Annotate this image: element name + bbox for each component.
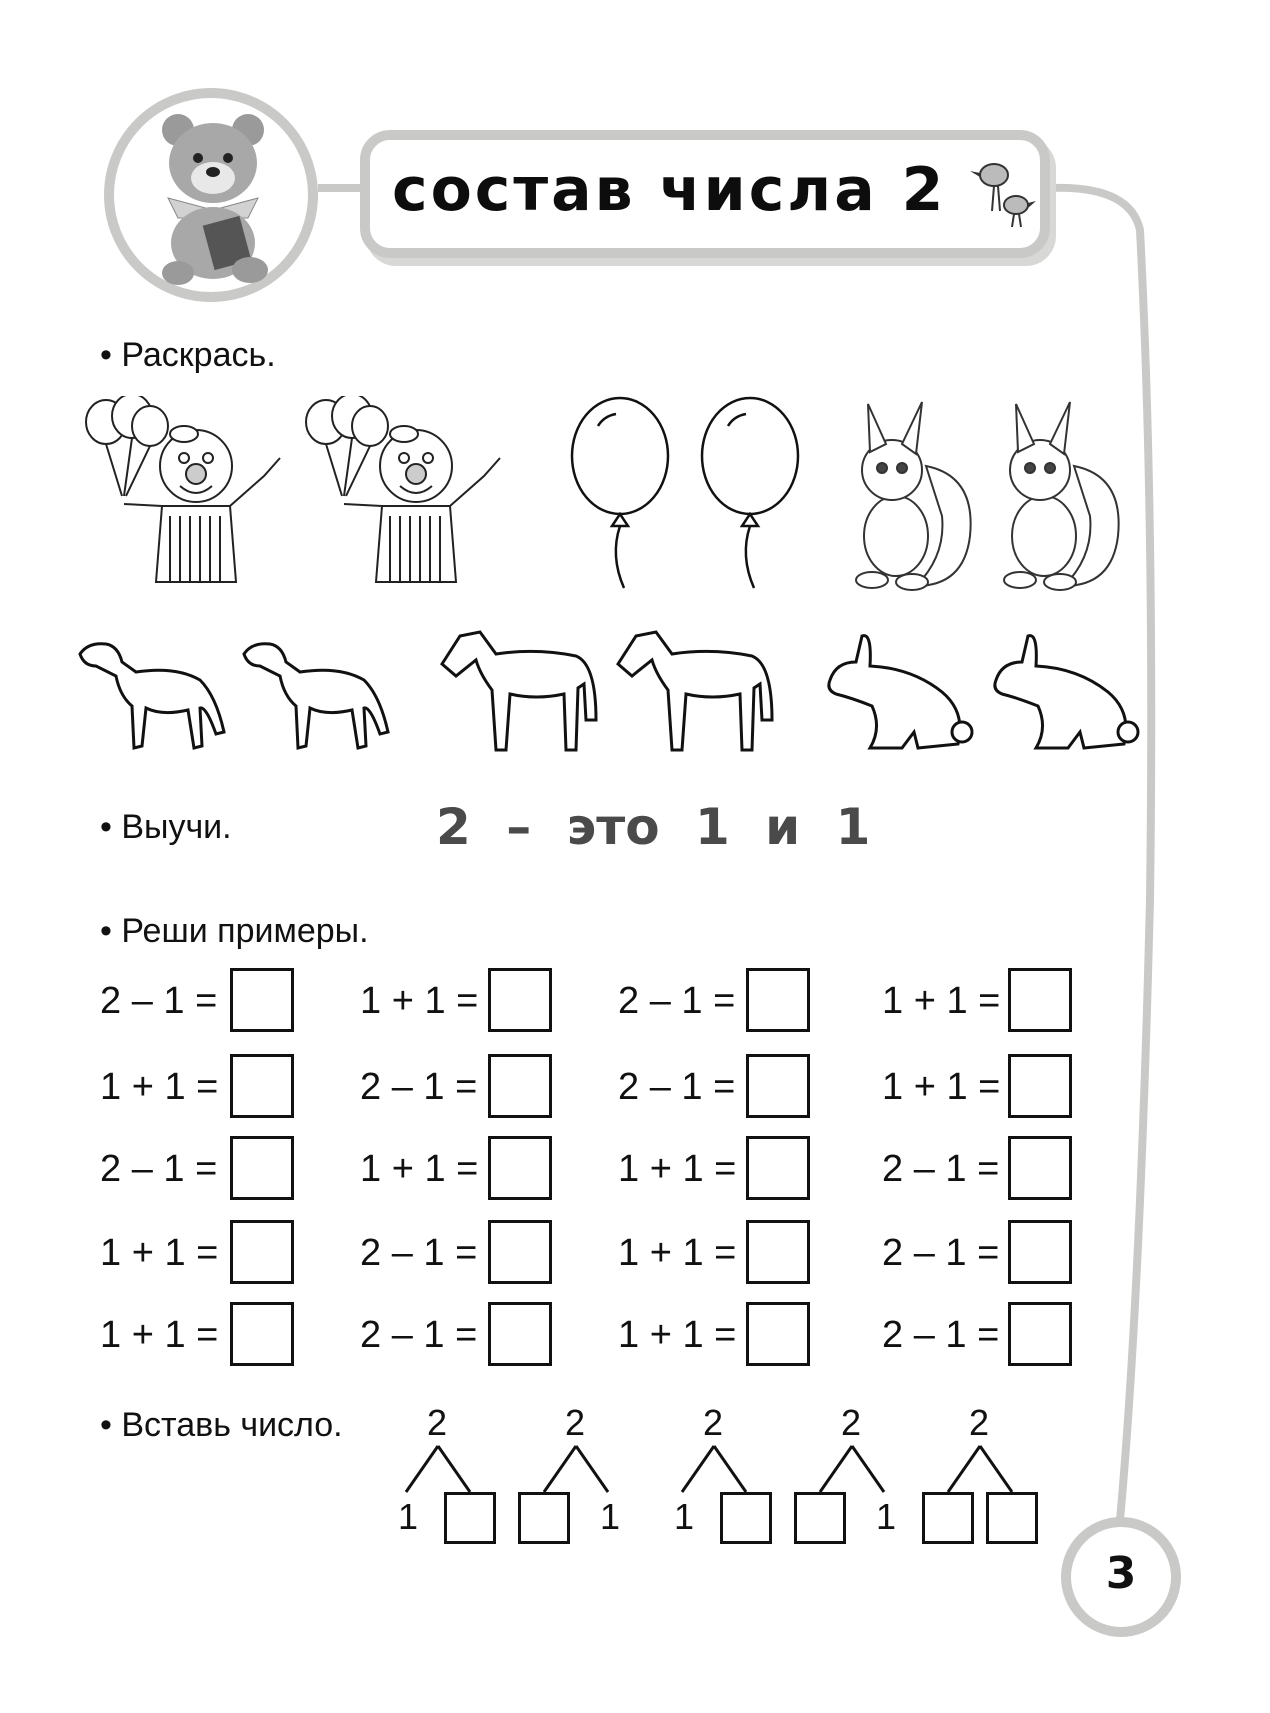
exercise-expression: 1 + 1 =: [882, 980, 1001, 1022]
task-insert-label: • Вставь число.: [100, 1406, 343, 1444]
exercise-expression: 1 + 1 =: [360, 980, 479, 1022]
tree-branch-left: [948, 1446, 980, 1492]
tree-branch-right: [980, 1446, 1012, 1492]
tree-right-number: 1: [600, 1496, 621, 1537]
exercise-expression: 2 – 1 =: [360, 1066, 478, 1108]
exercise-expression: 1 + 1 =: [100, 1314, 219, 1356]
tree-top-number: 2: [703, 1402, 724, 1443]
tree-branch-left: [544, 1446, 576, 1492]
exercise-expression: 2 – 1 =: [882, 1148, 1000, 1190]
tree-left-number: 1: [674, 1496, 695, 1537]
exercise-expression: 2 – 1 =: [100, 980, 218, 1022]
tree-branch-right: [438, 1446, 470, 1492]
exercise-expression: 2 – 1 =: [882, 1232, 1000, 1274]
task-learn-label: • Выучи.: [100, 808, 232, 846]
tree-branch-right: [714, 1446, 746, 1492]
tree-top-number: 2: [565, 1402, 586, 1443]
tree-left-answer-box[interactable]: [518, 1492, 570, 1544]
exercise-expression: 1 + 1 =: [360, 1148, 479, 1190]
tree-right-answer-box[interactable]: [444, 1492, 496, 1544]
tree-right-answer-box[interactable]: [720, 1492, 772, 1544]
tree-top-number: 2: [969, 1402, 990, 1443]
exercise-expression: 1 + 1 =: [618, 1314, 737, 1356]
tree-branch-left: [820, 1446, 852, 1492]
tree-branch-right: [576, 1446, 608, 1492]
tree-top-number: 2: [841, 1402, 862, 1443]
exercise-expression: 1 + 1 =: [100, 1232, 219, 1274]
exercise-expression: 1 + 1 =: [100, 1066, 219, 1108]
tree-branch-right: [852, 1446, 884, 1492]
tree-left-answer-box[interactable]: [794, 1492, 846, 1544]
page-title: состав числа 2: [392, 155, 947, 225]
tree-right-number: 1: [876, 1496, 897, 1537]
task-color-label: • Раскрась.: [100, 336, 276, 374]
tree-left-number: 1: [398, 1496, 419, 1537]
tree-top-number: 2: [427, 1402, 448, 1443]
page-number: 3: [1105, 1548, 1137, 1599]
exercise-expression: 1 + 1 =: [618, 1148, 737, 1190]
task-solve-label: • Реши примеры.: [100, 912, 369, 950]
exercise-expression: 1 + 1 =: [618, 1232, 737, 1274]
exercise-expression: 1 + 1 =: [882, 1066, 1001, 1108]
tree-right-answer-box[interactable]: [986, 1492, 1038, 1544]
tree-left-answer-box[interactable]: [922, 1492, 974, 1544]
exercise-expression: 2 – 1 =: [360, 1232, 478, 1274]
exercise-expression: 2 – 1 =: [360, 1314, 478, 1356]
learn-equation: 2 – это 1 и 1: [436, 798, 871, 856]
tree-branch-left: [406, 1446, 438, 1492]
exercise-expression: 2 – 1 =: [100, 1148, 218, 1190]
tree-branch-left: [682, 1446, 714, 1492]
exercise-expression: 2 – 1 =: [618, 980, 736, 1022]
exercise-expression: 2 – 1 =: [618, 1066, 736, 1108]
exercise-expression: 2 – 1 =: [882, 1314, 1000, 1356]
